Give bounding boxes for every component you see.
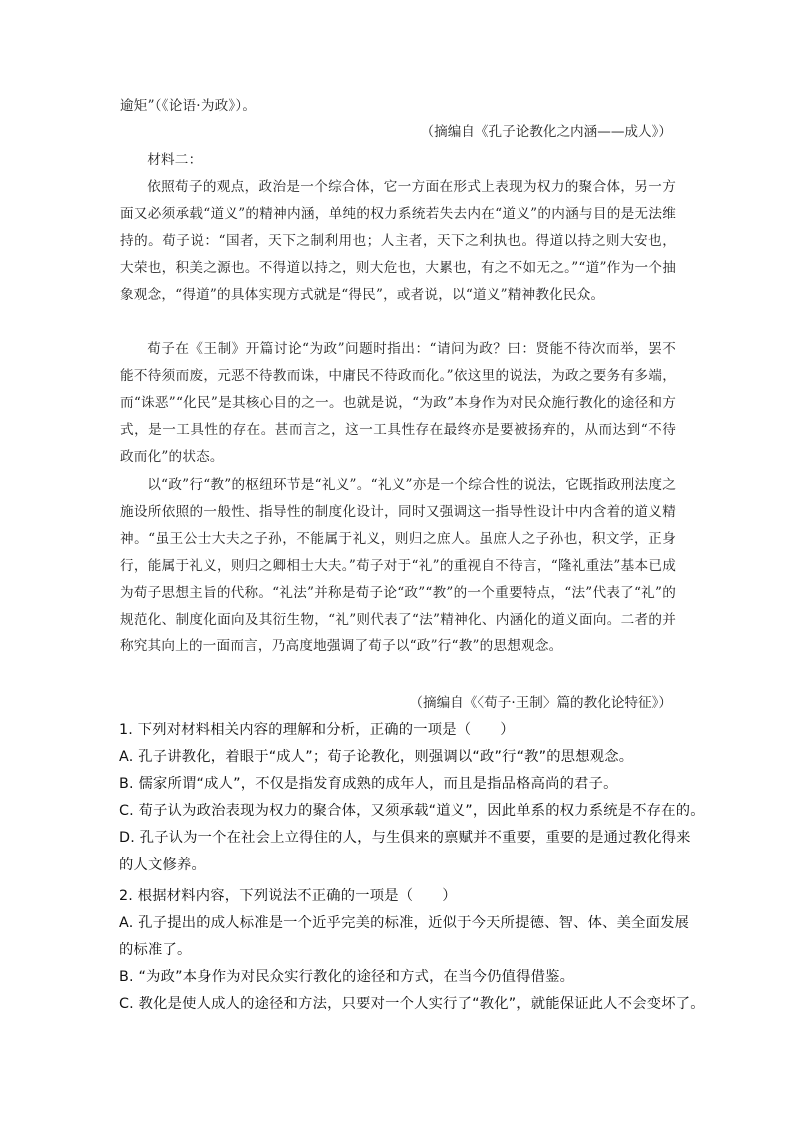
material-heading: 材料二： — [147, 152, 203, 168]
question-2-option-b[interactable]: B. “为政”本身作为对民众实行教化的途径和方式，在当今仍值得借鉴。 — [119, 969, 575, 985]
question-1-option-a[interactable]: A. 孔子讲教化，着眼于“成人”；荀子论教化，则强调以“政”行“教”的思想观念。 — [119, 749, 634, 765]
question-1-stem: 1. 下列对材料相关内容的理解和分析，正确的一项是（ ） — [119, 722, 515, 738]
paragraph-1: 依照荀子的观点，政治是一个综合体，它一方面在形式上表现为权力的聚合体，另一方面又必须承载“道义”的精神内涵，单纯的权力系统若失去内在“道义”的内涵与目的是无法维持的。荀子说：“国者，天下之制利用也；人主者，天下之利执也。得道以持之则大安也，大荣也，积美之源也。不得道以持之，则大危也，大累也，有之不如无之。”“道”作为一个抽象观念，“得道”的具体实现方式就是“得民”，或者说，以“道义”精神教化民众。 — [120, 179, 676, 303]
question-1-option-d-cont: 的人文修养。 — [119, 857, 206, 873]
source-citation-2: （摘编自《〈荀子·王制〉篇的教化论特征》） — [409, 695, 672, 711]
question-2-stem: 2. 根据材料内容，下列说法不正确的一项是（ ） — [119, 888, 457, 904]
question-2-option-a[interactable]: A. 孔子提出的成人标准是一个近乎完美的标准，近似于今天所提德、智、体、美全面发展 — [119, 915, 690, 931]
question-1-option-c[interactable]: C. 荀子认为政治表现为权力的聚合体，又须承载“道义”，因此单系的权力系统是不存在的。 — [119, 803, 705, 819]
source-citation-1: （摘编自《孔子论教化之内涵——成人》） — [420, 124, 672, 140]
question-1-option-d[interactable]: D. 孔子认为一个在社会上立得住的人，与生俱来的禀赋并不重要，重要的是通过教化得来 — [119, 830, 691, 846]
question-2-option-c[interactable]: C. 教化是使人成人的途径和方法，只要对一个人实行了“教化”，就能保证此人不会变坏了。 — [119, 996, 705, 1012]
paragraph-2: 荀子在《王制》开篇讨论“为政”问题时指出：“请问为政？曰：贤能不待次而举，罢不能不待须而废，元恶不待教而诛，中庸民不待政而化。”依这里的说法，为政之要务有多端，而“诛恶”“化民”是其核心目的之一。也就是说，“为政”本身作为对民众施行教化的途径和方式，是一工具性的存在。甚而言之，这一工具性存在最终亦是要被扬弃的，从而达到“不待政而化”的状态。 — [120, 341, 676, 465]
paragraph-3: 以“政”行“教”的枢纽环节是“礼义”。“礼义”亦是一个综合性的说法，它既指政刑法度之施设所依照的一般性、指导性的制度化设计，同时又强调这一指导性设计中内含着的道义精神。“虽王公士大夫之子孙，不能属于礼义，则归之庶人。虽庶人之子孙也，积文学，正身行，能属于礼义，则归之卿相士大夫。”荀子对于“礼”的重视自不待言，“隆礼重法”基本已成为荀子思想主旨的代称。“礼法”并称是荀子论“政”“教”的一个重要特点，“法”代表了“礼”的规范化、制度化面向及其衍生物，“礼”则代表了“法”精神化、内涵化的道义面向。二者的并称究其向上的一面而言，乃高度地强调了荀子以“政”行“教”的思想观念。 — [120, 477, 676, 655]
continuation-line: 逾矩”（《论语·为政》）。 — [120, 98, 257, 114]
question-1-option-b[interactable]: B. 儒家所谓“成人”，不仅是指发育成熟的成年人，而且是指品格高尚的君子。 — [119, 776, 618, 792]
question-2-option-a-cont: 的标准了。 — [119, 942, 192, 958]
